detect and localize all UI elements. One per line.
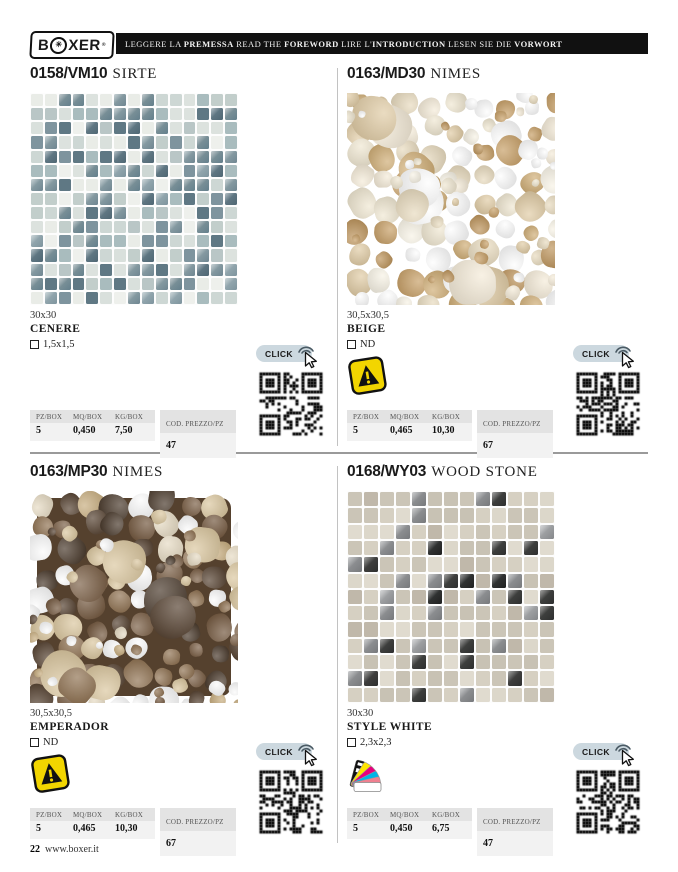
logo-text-after: XER (67, 36, 102, 54)
val-pz-box: 5 (353, 823, 358, 834)
product-code: 0158/VM10 (30, 65, 108, 82)
chip-size-value: ND (43, 737, 59, 748)
click-button[interactable]: CLICK (573, 743, 629, 760)
product-photo-mosaic (347, 93, 555, 305)
chip-size-line (347, 737, 392, 748)
click-link[interactable] (256, 740, 328, 766)
chip-size-line (30, 737, 58, 748)
square-chip-icon (30, 738, 39, 747)
product-card (30, 463, 325, 848)
square-chip-icon (347, 738, 356, 747)
val-pz-box: 5 (36, 425, 41, 436)
click-button[interactable]: CLICK (256, 345, 312, 362)
val-cod-prezzo: 67 (483, 440, 493, 451)
product-name: WOOD STONE (431, 464, 538, 480)
col-cod-prezzo: COD. PREZZO/PZ (166, 420, 224, 428)
qr-code (258, 769, 324, 835)
spec-table-price-code (160, 808, 236, 856)
val-mq-box: 0,465 (73, 823, 96, 834)
val-kg-box: 10,30 (115, 823, 138, 834)
product-code: 0163/MD30 (347, 65, 426, 82)
boxer-logo (29, 31, 114, 59)
val-cod-prezzo: 47 (483, 838, 493, 849)
chip-size-line (30, 339, 75, 350)
val-kg-box: 7,50 (115, 425, 133, 436)
col-kg-box: KG/BOX (115, 811, 144, 819)
val-pz-box: 5 (36, 823, 41, 834)
cursor-click-icon (611, 740, 641, 768)
product-card (30, 65, 325, 450)
product-code: 0163/MP30 (30, 463, 108, 480)
product-name: SIRTE (112, 66, 158, 82)
registered-mark: ® (101, 42, 107, 48)
product-size: 30x30 (30, 310, 57, 321)
page-footer (30, 844, 99, 855)
spec-table (347, 410, 553, 458)
col-mq-box: MQ/BOX (390, 413, 420, 421)
spec-table (347, 808, 553, 856)
logo-text-before: B (37, 36, 50, 54)
product-card (347, 65, 642, 450)
val-cod-prezzo: 67 (166, 838, 176, 849)
spec-table (30, 410, 236, 458)
cursor-click-icon (294, 740, 324, 768)
col-kg-box: KG/BOX (432, 811, 461, 819)
qr-code (575, 769, 641, 835)
spec-table-price-code (477, 410, 553, 458)
vertical-divider-bottom (337, 466, 338, 843)
color-fan-icon (347, 753, 389, 795)
spec-table-box (30, 410, 155, 458)
col-cod-prezzo: COD. PREZZO/PZ (483, 818, 541, 826)
product-color-name: EMPERADOR (30, 721, 109, 733)
square-chip-icon (347, 340, 356, 349)
chip-size-value: 2,3x2,3 (360, 737, 392, 748)
product-size: 30x30 (347, 708, 374, 719)
cursor-click-icon (611, 342, 641, 370)
product-color-name: STYLE WHITE (347, 721, 433, 733)
col-pz-box: PZ/BOX (353, 811, 380, 819)
col-cod-prezzo: COD. PREZZO/PZ (483, 420, 541, 428)
qr-code (258, 371, 324, 437)
click-button[interactable]: CLICK (573, 345, 629, 362)
product-photo-mosaic (347, 491, 555, 703)
spec-table-price-code (160, 410, 236, 458)
square-chip-icon (30, 340, 39, 349)
product-size: 30,5x30,5 (30, 708, 72, 719)
col-pz-box: PZ/BOX (36, 413, 63, 421)
chip-size-value: 1,5x1,5 (43, 339, 75, 350)
page-number: 22 (30, 844, 40, 855)
spec-table-price-code (477, 808, 553, 856)
product-size: 30,5x30,5 (347, 310, 389, 321)
col-pz-box: PZ/BOX (353, 413, 380, 421)
product-photo-mosaic (30, 93, 238, 305)
spec-table-box (347, 410, 472, 458)
click-button[interactable]: CLICK (256, 743, 312, 760)
warning-icon (30, 753, 72, 795)
val-mq-box: 0,465 (390, 425, 413, 436)
val-pz-box: 5 (353, 425, 358, 436)
col-kg-box: KG/BOX (115, 413, 144, 421)
foreword-notice-strip (116, 33, 648, 54)
product-color-name: BEIGE (347, 323, 386, 335)
col-pz-box: PZ/BOX (36, 811, 63, 819)
col-mq-box: MQ/BOX (73, 811, 103, 819)
product-name: NIMES (112, 464, 164, 480)
spec-table-box (347, 808, 472, 856)
header-strip-text: LEGGERE LA PREMESSA READ THE FOREWORD LIRE L'INTRODUCTION LESEN SIE DIE VORWORT (125, 38, 563, 49)
product-card (347, 463, 642, 848)
chip-size-value: ND (360, 339, 376, 350)
click-link[interactable] (256, 342, 328, 368)
col-mq-box: MQ/BOX (390, 811, 420, 819)
product-name: NIMES (430, 66, 482, 82)
cursor-click-icon (294, 342, 324, 370)
site-url: www.boxer.it (45, 844, 99, 855)
val-mq-box: 0,450 (73, 425, 96, 436)
product-photo-mosaic (30, 491, 238, 703)
product-code: 0168/WY03 (347, 463, 427, 480)
col-cod-prezzo: COD. PREZZO/PZ (166, 818, 224, 826)
product-title (30, 463, 163, 481)
product-title (30, 65, 157, 83)
chip-size-line (347, 339, 375, 350)
product-color-name: CENERE (30, 323, 81, 335)
click-link[interactable] (573, 342, 645, 368)
click-link[interactable] (573, 740, 645, 766)
val-kg-box: 6,75 (432, 823, 450, 834)
vertical-divider-top (337, 68, 338, 446)
product-title (347, 65, 481, 83)
col-mq-box: MQ/BOX (73, 413, 103, 421)
logo-asterisk-circle-icon: ✳ (50, 37, 68, 54)
val-mq-box: 0,450 (390, 823, 413, 834)
col-kg-box: KG/BOX (432, 413, 461, 421)
qr-code (575, 371, 641, 437)
product-title (347, 463, 538, 481)
val-cod-prezzo: 47 (166, 440, 176, 451)
val-kg-box: 10,30 (432, 425, 455, 436)
warning-icon (347, 355, 389, 397)
